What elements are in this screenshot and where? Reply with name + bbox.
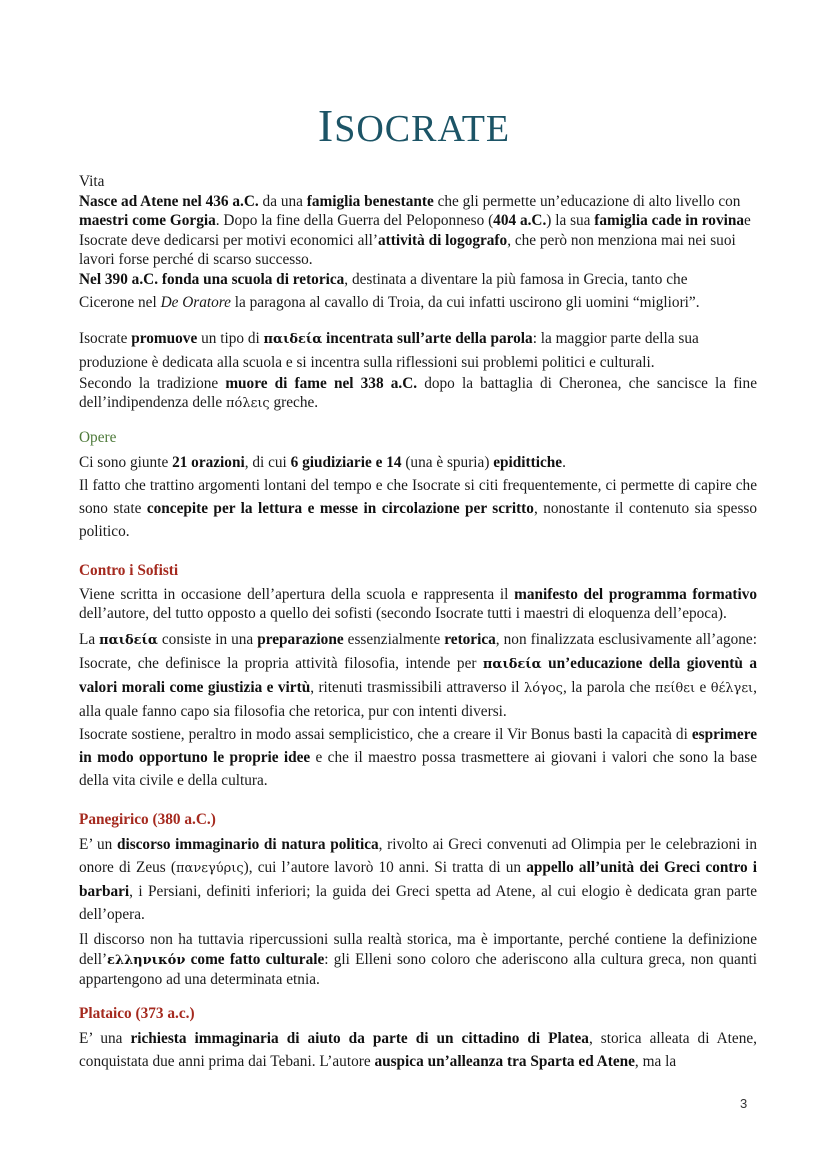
text: consiste in una: [157, 630, 258, 648]
section-heading-contro-i-sofisti: Contro i Sofisti: [79, 562, 179, 579]
text: , destinata a diventare la più famosa in Grecia, tanto che: [344, 270, 688, 288]
greek-term: παιδεία: [482, 656, 542, 672]
text: E’ una: [79, 1030, 131, 1047]
section-heading-plataico: Plataico (373 a.c.): [79, 1004, 195, 1022]
paragraph: [79, 270, 757, 290]
bold-text: epidittiche: [493, 454, 563, 471]
paragraph: [79, 451, 757, 474]
bold-text: esprimere in modo opportuno le proprie idee: [79, 725, 757, 766]
text: Secondo la tradizione: [79, 374, 226, 392]
bold-text: 6 giudiziarie e 14: [290, 454, 402, 471]
text: e: [695, 678, 711, 696]
bold-text: attività di logografo: [378, 231, 508, 249]
section-heading-vita: Vita: [79, 173, 105, 190]
bold-text: incentrata sull’arte della parola: [322, 329, 533, 347]
bold-text: muore di fame nel 338 a.C.: [225, 374, 418, 392]
bold-text: maestri come Gorgia: [79, 212, 216, 229]
text: : gli Elleni sono coloro che aderiscono alla cultura greca, non quanti appartengono ad una determinata etnia.: [79, 950, 758, 988]
text: greche.: [269, 394, 319, 411]
text: (una è spuria): [401, 454, 494, 471]
text: , di cui: [244, 454, 291, 471]
text: ) la sua: [546, 212, 595, 229]
bold-text: concepite per la lettura e messe in circolazione per scritto: [146, 500, 534, 517]
italic-title: De Oratore: [160, 294, 231, 311]
greek-term: ελληνικόν: [107, 952, 186, 968]
paragraph: [79, 1027, 757, 1073]
paragraph: [79, 374, 757, 414]
text: essenzialmente: [343, 630, 445, 648]
paragraph: [79, 293, 757, 313]
bold-text: famiglia benestante: [306, 192, 434, 210]
title-rest: SOCRATE: [334, 107, 511, 150]
text: ), cui l’autore lavorò 10 anni. Si tratta di un: [243, 859, 527, 876]
text: , storica alleata di Atene, conquistata due anni prima dai Tebani. L’autore: [79, 1030, 757, 1070]
document-body: [79, 172, 757, 1073]
text: un tipo di: [197, 329, 264, 347]
bold-text: auspica un’alleanza tra Sparta ed Atene: [374, 1053, 635, 1070]
greek-term: πόλεις: [225, 396, 270, 411]
text: La: [79, 630, 100, 648]
page-number: 3: [740, 1096, 748, 1111]
text: Il discorso non ha tuttavia ripercussioni sulla realtà storica, ma è importante, perché contiene la definizione dell’: [79, 931, 757, 968]
title-initial: I: [317, 99, 335, 151]
bold-text: promuove: [131, 329, 198, 347]
text: , non finalizzata esclusivamente all’agone: Isocrate, che definisce la propria attività filosofia, intende per: [79, 630, 757, 672]
text: dopo la battaglia di Cheronea, che sancisce la fine dell’indipendenza delle: [79, 374, 758, 411]
page-title: [0, 99, 828, 152]
paragraph: [79, 585, 757, 624]
bold-text: 21 orazioni: [172, 454, 245, 471]
text: E’ un: [79, 836, 117, 853]
text: dell’autore, del tutto opposto a quello dei sofisti (secondo Isocrate tutti i maestri di eloquenza dell’epoca).: [79, 605, 727, 622]
paragraph: [79, 192, 757, 270]
text: Isocrate: [79, 329, 132, 347]
bold-text: manifesto del programma formativo: [514, 585, 757, 603]
greek-term: παιδεία: [263, 331, 323, 347]
text: Cicerone nel: [79, 294, 161, 311]
paragraph: [79, 474, 757, 543]
bold-text: retorica: [444, 630, 496, 648]
bold-text: discorso immaginario di natura politica: [116, 836, 379, 853]
paragraph: [79, 930, 757, 990]
paragraph: [79, 833, 757, 926]
greek-term: πείθει: [655, 680, 696, 696]
text: , che però non menziona mai nei suoi lavori forse perché di scarso successo.: [79, 231, 736, 268]
text: : la maggior parte della sua produzione è dedicata alla scuola e si incentra sulla riflessioni sui problemi politici e culturali.: [79, 329, 699, 371]
greek-term: λόγος: [524, 680, 563, 696]
text: Isocrate sostiene, peraltro in modo assai semplicistico, che a creare il Vir Bonus basti la capacità di: [79, 725, 692, 743]
text: , la parola che: [562, 678, 656, 696]
text: da una: [258, 192, 307, 210]
text: Il fatto che trattino argomenti lontani del tempo e che Isocrate si citi frequentemente, ci permette di capire che sono state: [79, 477, 757, 517]
text: , ma la: [634, 1053, 677, 1070]
paragraph: [79, 723, 757, 792]
bold-text: appello all’unità dei Greci contro i barbari: [79, 859, 757, 900]
bold-text: famiglia cade in rovina: [594, 212, 745, 229]
text: , ritenuti trasmissibili attraverso il: [310, 678, 524, 696]
greek-term: θέλγει: [710, 680, 754, 696]
text: .: [562, 454, 566, 471]
text: , alla quale fanno capo sia filosofia che retorica, pur con intenti diversi.: [79, 678, 757, 720]
greek-term: πανεγύρις: [176, 861, 244, 876]
text: , nonostante il contenuto sia spesso politico.: [79, 500, 758, 540]
bold-text: Nel 390 a.C. fonda una scuola di retorica: [79, 270, 345, 288]
text: . Dopo la fine della Guerra del Peloponneso (: [215, 212, 494, 229]
bold-text: Nasce ad Atene nel 436 a.C.: [79, 192, 259, 210]
text: la paragona al cavallo di Troia, da cui infatti uscirono gli uomini “migliori”.: [230, 294, 700, 311]
bold-text: un’educazione della gioventù a valori morali come giustizia e virtù: [79, 654, 757, 696]
greek-term: παιδεία: [99, 632, 158, 648]
text: Ci sono giunte: [79, 454, 173, 471]
section-heading-panegirico: Panegirico (380 a.C.): [79, 810, 216, 828]
bold-text: richiesta immaginaria di aiuto da parte di un cittadino di Platea: [130, 1030, 589, 1047]
paragraph: [79, 327, 757, 374]
section-heading-opere: Opere: [79, 428, 117, 446]
text: e Isocrate deve dedicarsi per motivi economici all’: [79, 212, 751, 249]
paragraph: [79, 628, 757, 723]
bold-text: preparazione: [257, 630, 344, 648]
text: , rivolto ai Greci convenuti ad Olimpia per le celebrazioni in onore di Zeus (: [79, 836, 758, 876]
text: Viene scritta in occasione dell’apertura della scuola e rappresenta il: [79, 585, 515, 603]
bold-text: 404 a.C.: [493, 212, 547, 229]
text: , i Persiani, definiti inferiori; la guida dei Greci spetta ad Atene, al cui elogio è dedicata gran parte dell’opera.: [79, 883, 757, 923]
text: e che il maestro possa trasmettere ai giovani i valori che sono la base della vita civile e della cultura.: [79, 748, 757, 789]
bold-text: come fatto culturale: [185, 950, 325, 968]
text: che gli permette un’educazione di alto livello con: [433, 192, 741, 210]
